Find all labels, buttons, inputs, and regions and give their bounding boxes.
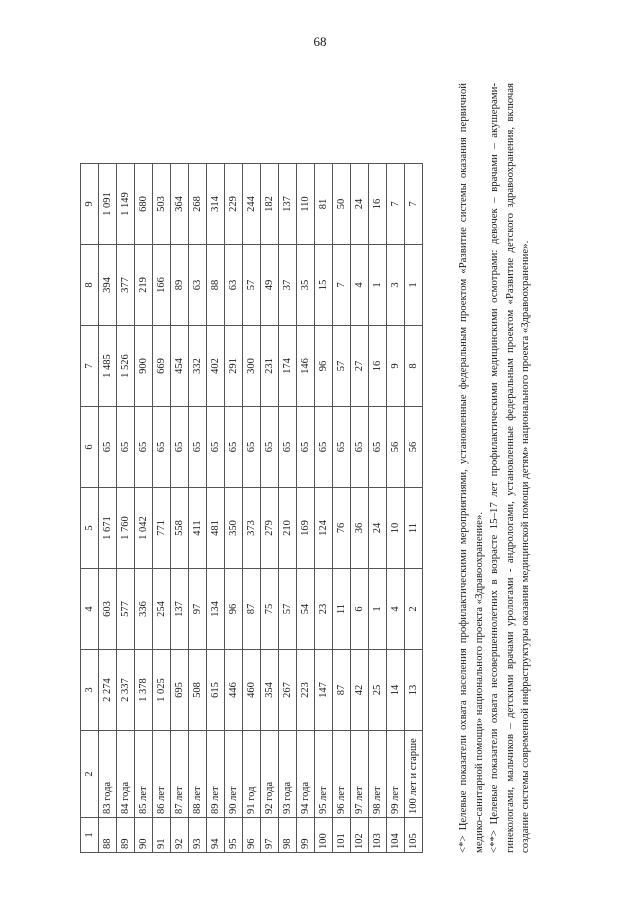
value-cell: 2 xyxy=(405,569,423,650)
value-cell: 35 xyxy=(297,245,315,326)
age-cell: 86 лет xyxy=(153,731,171,818)
value-cell: 36 xyxy=(351,488,369,569)
value-cell: 7 xyxy=(387,164,405,245)
value-cell: 1 xyxy=(369,245,387,326)
table-row xyxy=(333,164,351,853)
column-number-3: 3 xyxy=(81,650,99,731)
value-cell: 2 337 xyxy=(117,650,135,731)
value-cell: 81 xyxy=(315,164,333,245)
row-number-cell: 101 xyxy=(333,818,351,853)
value-cell: 16 xyxy=(369,326,387,407)
value-cell: 4 xyxy=(351,245,369,326)
data-table xyxy=(80,163,423,853)
value-cell: 97 xyxy=(189,569,207,650)
value-cell: 1 485 xyxy=(99,326,117,407)
age-cell: 96 лет xyxy=(333,731,351,818)
row-number-cell: 88 xyxy=(99,818,117,853)
value-cell: 4 xyxy=(387,569,405,650)
value-cell: 65 xyxy=(351,407,369,488)
value-cell: 137 xyxy=(279,164,297,245)
footnotes xyxy=(456,83,534,853)
value-cell: 8 xyxy=(405,326,423,407)
value-cell: 1 378 xyxy=(135,650,153,731)
value-cell: 402 xyxy=(207,326,225,407)
value-cell: 1 091 xyxy=(99,164,117,245)
value-cell: 1 760 xyxy=(117,488,135,569)
value-cell: 65 xyxy=(333,407,351,488)
value-cell: 332 xyxy=(189,326,207,407)
value-cell: 76 xyxy=(333,488,351,569)
value-cell: 65 xyxy=(279,407,297,488)
age-cell: 88 лет xyxy=(189,731,207,818)
table-row xyxy=(99,164,117,853)
value-cell: 350 xyxy=(225,488,243,569)
value-cell: 56 xyxy=(387,407,405,488)
value-cell: 6 xyxy=(351,569,369,650)
value-cell: 13 xyxy=(405,650,423,731)
row-number-cell: 98 xyxy=(279,818,297,853)
value-cell: 134 xyxy=(207,569,225,650)
value-cell: 65 xyxy=(117,407,135,488)
table-row xyxy=(315,164,333,853)
value-cell: 65 xyxy=(171,407,189,488)
column-number-9: 9 xyxy=(81,164,99,245)
value-cell: 1 671 xyxy=(99,488,117,569)
value-cell: 300 xyxy=(243,326,261,407)
value-cell: 1 526 xyxy=(117,326,135,407)
row-number-cell: 95 xyxy=(225,818,243,853)
value-cell: 267 xyxy=(279,650,297,731)
value-cell: 7 xyxy=(333,245,351,326)
value-cell: 210 xyxy=(279,488,297,569)
age-cell: 97 лет xyxy=(351,731,369,818)
value-cell: 96 xyxy=(315,326,333,407)
value-cell: 65 xyxy=(189,407,207,488)
row-number-cell: 94 xyxy=(207,818,225,853)
age-cell: 87 лет xyxy=(171,731,189,818)
value-cell: 577 xyxy=(117,569,135,650)
value-cell: 771 xyxy=(153,488,171,569)
value-cell: 65 xyxy=(243,407,261,488)
value-cell: 65 xyxy=(153,407,171,488)
value-cell: 9 xyxy=(387,326,405,407)
column-number-4: 4 xyxy=(81,569,99,650)
value-cell: 695 xyxy=(171,650,189,731)
value-cell: 75 xyxy=(261,569,279,650)
value-cell: 279 xyxy=(261,488,279,569)
table-row xyxy=(225,164,243,853)
table-row xyxy=(243,164,261,853)
table-row xyxy=(153,164,171,853)
value-cell: 54 xyxy=(297,569,315,650)
value-cell: 65 xyxy=(99,407,117,488)
value-cell: 57 xyxy=(279,569,297,650)
value-cell: 1 xyxy=(405,245,423,326)
column-number-8: 8 xyxy=(81,245,99,326)
column-number-6: 6 xyxy=(81,407,99,488)
value-cell: 373 xyxy=(243,488,261,569)
table-row xyxy=(171,164,189,853)
column-number-7: 7 xyxy=(81,326,99,407)
row-number-cell: 93 xyxy=(189,818,207,853)
value-cell: 680 xyxy=(135,164,153,245)
table-row xyxy=(405,164,423,853)
value-cell: 2 274 xyxy=(99,650,117,731)
table-row xyxy=(351,164,369,853)
age-cell: 93 года xyxy=(279,731,297,818)
value-cell: 124 xyxy=(315,488,333,569)
age-cell: 84 года xyxy=(117,731,135,818)
table-row xyxy=(261,164,279,853)
value-cell: 254 xyxy=(153,569,171,650)
value-cell: 137 xyxy=(171,569,189,650)
value-cell: 65 xyxy=(315,407,333,488)
value-cell: 1 025 xyxy=(153,650,171,731)
column-number-1: 1 xyxy=(81,818,99,853)
age-cell: 99 лет xyxy=(387,731,405,818)
value-cell: 63 xyxy=(189,245,207,326)
row-number-cell: 97 xyxy=(261,818,279,853)
value-cell: 166 xyxy=(153,245,171,326)
value-cell: 89 xyxy=(171,245,189,326)
value-cell: 364 xyxy=(171,164,189,245)
value-cell: 558 xyxy=(171,488,189,569)
value-cell: 37 xyxy=(279,245,297,326)
value-cell: 65 xyxy=(135,407,153,488)
table-row xyxy=(297,164,315,853)
value-cell: 268 xyxy=(189,164,207,245)
footnote-1: <*> Целевые показатели охвата населения профилактическими мероприятиями, установленные федеральным проектом «Развитие системы оказания первичной медико-санитарной помощи» национального проекта «Здравоохранение». xyxy=(457,83,485,853)
row-number-cell: 100 xyxy=(315,818,333,853)
value-cell: 174 xyxy=(279,326,297,407)
value-cell: 603 xyxy=(99,569,117,650)
value-cell: 182 xyxy=(261,164,279,245)
page-number: 68 xyxy=(313,34,327,49)
value-cell: 481 xyxy=(207,488,225,569)
value-cell: 50 xyxy=(333,164,351,245)
row-number-cell: 103 xyxy=(369,818,387,853)
value-cell: 56 xyxy=(405,407,423,488)
age-cell: 100 лет и старше xyxy=(405,731,423,818)
value-cell: 291 xyxy=(225,326,243,407)
row-number-cell: 92 xyxy=(171,818,189,853)
value-cell: 354 xyxy=(261,650,279,731)
value-cell: 65 xyxy=(369,407,387,488)
value-cell: 3 xyxy=(387,245,405,326)
row-number-cell: 89 xyxy=(117,818,135,853)
value-cell: 454 xyxy=(171,326,189,407)
age-cell: 98 лет xyxy=(369,731,387,818)
value-cell: 219 xyxy=(135,245,153,326)
column-number-2: 2 xyxy=(81,731,99,818)
value-cell: 110 xyxy=(297,164,315,245)
table-row xyxy=(189,164,207,853)
value-cell: 15 xyxy=(315,245,333,326)
row-number-cell: 96 xyxy=(243,818,261,853)
value-cell: 446 xyxy=(225,650,243,731)
value-cell: 24 xyxy=(369,488,387,569)
row-number-cell: 90 xyxy=(135,818,153,853)
row-number-cell: 104 xyxy=(387,818,405,853)
age-cell: 89 лет xyxy=(207,731,225,818)
value-cell: 63 xyxy=(225,245,243,326)
age-cell: 94 года xyxy=(297,731,315,818)
value-cell: 244 xyxy=(243,164,261,245)
value-cell: 169 xyxy=(297,488,315,569)
age-cell: 92 года xyxy=(261,731,279,818)
value-cell: 11 xyxy=(333,569,351,650)
age-cell: 91 год xyxy=(243,731,261,818)
column-number-5: 5 xyxy=(81,488,99,569)
value-cell: 25 xyxy=(369,650,387,731)
value-cell: 314 xyxy=(207,164,225,245)
age-cell: 83 года xyxy=(99,731,117,818)
age-cell: 95 лет xyxy=(315,731,333,818)
value-cell: 223 xyxy=(297,650,315,731)
table-row xyxy=(387,164,405,853)
table-row xyxy=(369,164,387,853)
value-cell: 900 xyxy=(135,326,153,407)
value-cell: 411 xyxy=(189,488,207,569)
value-cell: 65 xyxy=(207,407,225,488)
value-cell: 57 xyxy=(243,245,261,326)
value-cell: 1 042 xyxy=(135,488,153,569)
value-cell: 65 xyxy=(261,407,279,488)
row-number-cell: 105 xyxy=(405,818,423,853)
value-cell: 10 xyxy=(387,488,405,569)
value-cell: 7 xyxy=(405,164,423,245)
value-cell: 147 xyxy=(315,650,333,731)
value-cell: 146 xyxy=(297,326,315,407)
rotated-content xyxy=(80,83,580,853)
value-cell: 16 xyxy=(369,164,387,245)
value-cell: 460 xyxy=(243,650,261,731)
value-cell: 669 xyxy=(153,326,171,407)
value-cell: 1 xyxy=(369,569,387,650)
value-cell: 42 xyxy=(351,650,369,731)
age-cell: 90 лет xyxy=(225,731,243,818)
row-number-cell: 102 xyxy=(351,818,369,853)
value-cell: 503 xyxy=(153,164,171,245)
value-cell: 96 xyxy=(225,569,243,650)
value-cell: 508 xyxy=(189,650,207,731)
table-row xyxy=(117,164,135,853)
value-cell: 27 xyxy=(351,326,369,407)
value-cell: 615 xyxy=(207,650,225,731)
table-row xyxy=(207,164,225,853)
value-cell: 229 xyxy=(225,164,243,245)
value-cell: 14 xyxy=(387,650,405,731)
value-cell: 49 xyxy=(261,245,279,326)
table-header-row xyxy=(81,164,99,853)
value-cell: 1 149 xyxy=(117,164,135,245)
value-cell: 11 xyxy=(405,488,423,569)
value-cell: 65 xyxy=(297,407,315,488)
value-cell: 87 xyxy=(333,650,351,731)
table-row xyxy=(279,164,297,853)
table-row xyxy=(135,164,153,853)
value-cell: 377 xyxy=(117,245,135,326)
footnote-2: <**> Целевые показатели охвата несовершеннолетних в возрасте 15–17 лет профилактическими медицинскими осмотрами: девочек – врачами – акушерами-гинекологами, мальчиков – детскими врачами урологами - андрологами, установленные федеральным проектом «Развитие детского здравоохранения, включая создание системы современной инфраструктуры оказания медицинской помощи детям» национального проекта «Здравоохранение». xyxy=(488,83,532,853)
value-cell: 87 xyxy=(243,569,261,650)
value-cell: 65 xyxy=(225,407,243,488)
value-cell: 231 xyxy=(261,326,279,407)
value-cell: 24 xyxy=(351,164,369,245)
value-cell: 23 xyxy=(315,569,333,650)
row-number-cell: 91 xyxy=(153,818,171,853)
value-cell: 336 xyxy=(135,569,153,650)
value-cell: 88 xyxy=(207,245,225,326)
value-cell: 57 xyxy=(333,326,351,407)
age-cell: 85 лет xyxy=(135,731,153,818)
value-cell: 394 xyxy=(99,245,117,326)
row-number-cell: 99 xyxy=(297,818,315,853)
